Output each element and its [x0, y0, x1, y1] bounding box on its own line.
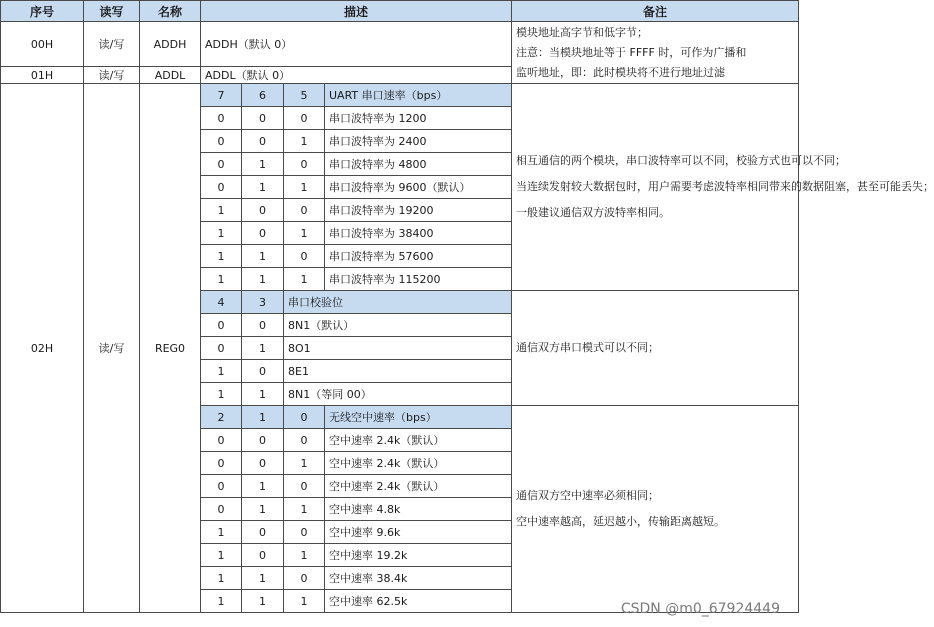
air-option: 空中速率 38.4k — [325, 567, 512, 590]
reg0-name: REG0 — [140, 84, 201, 613]
uart-header-row — [1, 84, 799, 107]
bit-cell: 1 — [201, 199, 242, 222]
bit-cell: 0 — [242, 314, 284, 337]
addh-index: 00H — [1, 22, 84, 67]
bit-cell: 0 — [242, 107, 284, 130]
bit-cell: 0 — [201, 176, 242, 199]
bit-cell: 1 — [242, 176, 284, 199]
air-option: 空中速率 62.5k — [325, 590, 512, 613]
header-row — [1, 1, 799, 22]
bit-cell: 1 — [284, 130, 325, 153]
bit-cell: 0 — [201, 107, 242, 130]
bit-cell: 0 — [201, 475, 242, 498]
parity-title: 串口校验位 — [284, 291, 512, 314]
bit-cell: 1 — [242, 153, 284, 176]
bit-cell: 0 — [242, 544, 284, 567]
bit-cell: 1 — [242, 383, 284, 406]
uart-option: 串口波特率为 4800 — [325, 153, 512, 176]
bit-cell: 1 — [201, 268, 242, 291]
parity-bit: 4 — [201, 291, 242, 314]
addr-note-line: 注意：当模块地址等于 FFFF 时，可作为广播和 — [516, 45, 747, 59]
uart-option: 串口波特率为 38400 — [325, 222, 512, 245]
bit-cell: 0 — [242, 429, 284, 452]
csdn-watermark: CSDN @m0_67924449 — [620, 601, 780, 617]
addr-note-line: 模块地址高字节和低字节； — [516, 25, 649, 39]
parity-option: 8O1 — [284, 337, 512, 360]
uart-option: 串口波特率为 1200 — [325, 107, 512, 130]
air-note — [512, 406, 799, 613]
header-rw: 读写 — [84, 1, 140, 22]
bit-cell: 0 — [284, 567, 325, 590]
addr-note — [512, 22, 799, 84]
air-option: 空中速率 4.8k — [325, 498, 512, 521]
bit-cell: 0 — [242, 360, 284, 383]
air-option: 空中速率 9.6k — [325, 521, 512, 544]
bit-cell: 1 — [284, 176, 325, 199]
addr-note-line: 监听地址，即：此时模块将不进行地址过滤 — [516, 65, 726, 79]
reg0-index: 02H — [1, 84, 84, 613]
bit-cell: 1 — [242, 268, 284, 291]
uart-option: 串口波特率为 57600 — [325, 245, 512, 268]
bit-cell: 0 — [201, 314, 242, 337]
row-addh — [1, 22, 799, 67]
bit-cell: 1 — [201, 222, 242, 245]
addl-rw: 读/写 — [84, 67, 140, 84]
header-desc: 描述 — [201, 1, 512, 22]
bit-cell: 1 — [242, 590, 284, 613]
bit-cell: 0 — [284, 107, 325, 130]
parity-bit: 3 — [242, 291, 284, 314]
uart-bit: 7 — [201, 84, 242, 107]
addl-desc: ADDL（默认 0） — [201, 67, 512, 84]
uart-note — [512, 84, 934, 291]
air-note-line: 通信双方空中速率必须相同； — [516, 489, 660, 502]
air-option: 空中速率 2.4k（默认） — [325, 429, 512, 452]
uart-option: 串口波特率为 9600（默认） — [325, 176, 512, 199]
air-option: 空中速率 19.2k — [325, 544, 512, 567]
bit-cell: 1 — [284, 222, 325, 245]
bit-cell: 1 — [201, 544, 242, 567]
header-index: 序号 — [1, 1, 84, 22]
bit-cell: 0 — [201, 337, 242, 360]
bit-cell: 1 — [201, 245, 242, 268]
uart-note-line: 一般建议通信双方波特率相同。 — [516, 206, 671, 219]
addh-desc: ADDH（默认 0） — [201, 22, 512, 67]
air-option: 空中速率 2.4k（默认） — [325, 452, 512, 475]
uart-title: UART 串口速率（bps） — [325, 84, 512, 107]
bit-cell: 1 — [284, 590, 325, 613]
uart-option: 串口波特率为 2400 — [325, 130, 512, 153]
bit-cell: 0 — [201, 498, 242, 521]
uart-option: 串口波特率为 19200 — [325, 199, 512, 222]
bit-cell: 1 — [242, 498, 284, 521]
air-option: 空中速率 2.4k（默认） — [325, 475, 512, 498]
bit-cell: 0 — [242, 521, 284, 544]
bit-cell: 1 — [284, 544, 325, 567]
bit-cell: 1 — [242, 475, 284, 498]
air-bit: 0 — [284, 406, 325, 429]
addh-rw: 读/写 — [84, 22, 140, 67]
air-bit: 1 — [242, 406, 284, 429]
bit-cell: 1 — [284, 452, 325, 475]
bit-cell: 0 — [201, 153, 242, 176]
bit-cell: 1 — [284, 498, 325, 521]
bit-cell: 1 — [201, 383, 242, 406]
parity-option: 8E1 — [284, 360, 512, 383]
bit-cell: 1 — [201, 360, 242, 383]
bit-cell: 0 — [284, 429, 325, 452]
bit-cell: 1 — [242, 337, 284, 360]
bit-cell: 1 — [201, 521, 242, 544]
bit-cell: 0 — [284, 475, 325, 498]
parity-note: 通信双方串口模式可以不同； — [512, 291, 799, 406]
bit-cell: 1 — [201, 567, 242, 590]
bit-cell: 0 — [201, 452, 242, 475]
uart-bit: 5 — [284, 84, 325, 107]
bit-cell: 0 — [242, 130, 284, 153]
parity-option: 8N1（默认） — [284, 314, 512, 337]
uart-note-line: 当连续发射较大数据包时，用户需要考虑波特率相同带来的数据阻塞，甚至可能丢失； — [516, 180, 934, 193]
bit-cell: 1 — [242, 567, 284, 590]
bit-cell: 1 — [284, 268, 325, 291]
header-note: 备注 — [512, 1, 799, 22]
bit-cell: 1 — [201, 590, 242, 613]
parity-option: 8N1（等同 00） — [284, 383, 512, 406]
bit-cell: 0 — [201, 130, 242, 153]
bit-cell: 0 — [284, 153, 325, 176]
air-bit: 2 — [201, 406, 242, 429]
air-note-line: 空中速率越高，延迟越小，传输距离越短。 — [516, 515, 726, 528]
addl-name: ADDL — [140, 67, 201, 84]
uart-note-line: 相互通信的两个模块，串口波特率可以不同，校验方式也可以不同； — [516, 154, 847, 167]
bit-cell: 0 — [284, 521, 325, 544]
reg0-rw: 读/写 — [84, 84, 140, 613]
uart-option: 串口波特率为 115200 — [325, 268, 512, 291]
bit-cell: 0 — [242, 452, 284, 475]
addl-index: 01H — [1, 67, 84, 84]
uart-bit: 6 — [242, 84, 284, 107]
bit-cell: 0 — [284, 199, 325, 222]
bit-cell: 0 — [242, 199, 284, 222]
addh-name: ADDH — [140, 22, 201, 67]
air-title: 无线空中速率（bps） — [325, 406, 512, 429]
bit-cell: 1 — [242, 245, 284, 268]
bit-cell: 0 — [284, 245, 325, 268]
bit-cell: 0 — [242, 222, 284, 245]
bit-cell: 0 — [201, 429, 242, 452]
header-name: 名称 — [140, 1, 201, 22]
